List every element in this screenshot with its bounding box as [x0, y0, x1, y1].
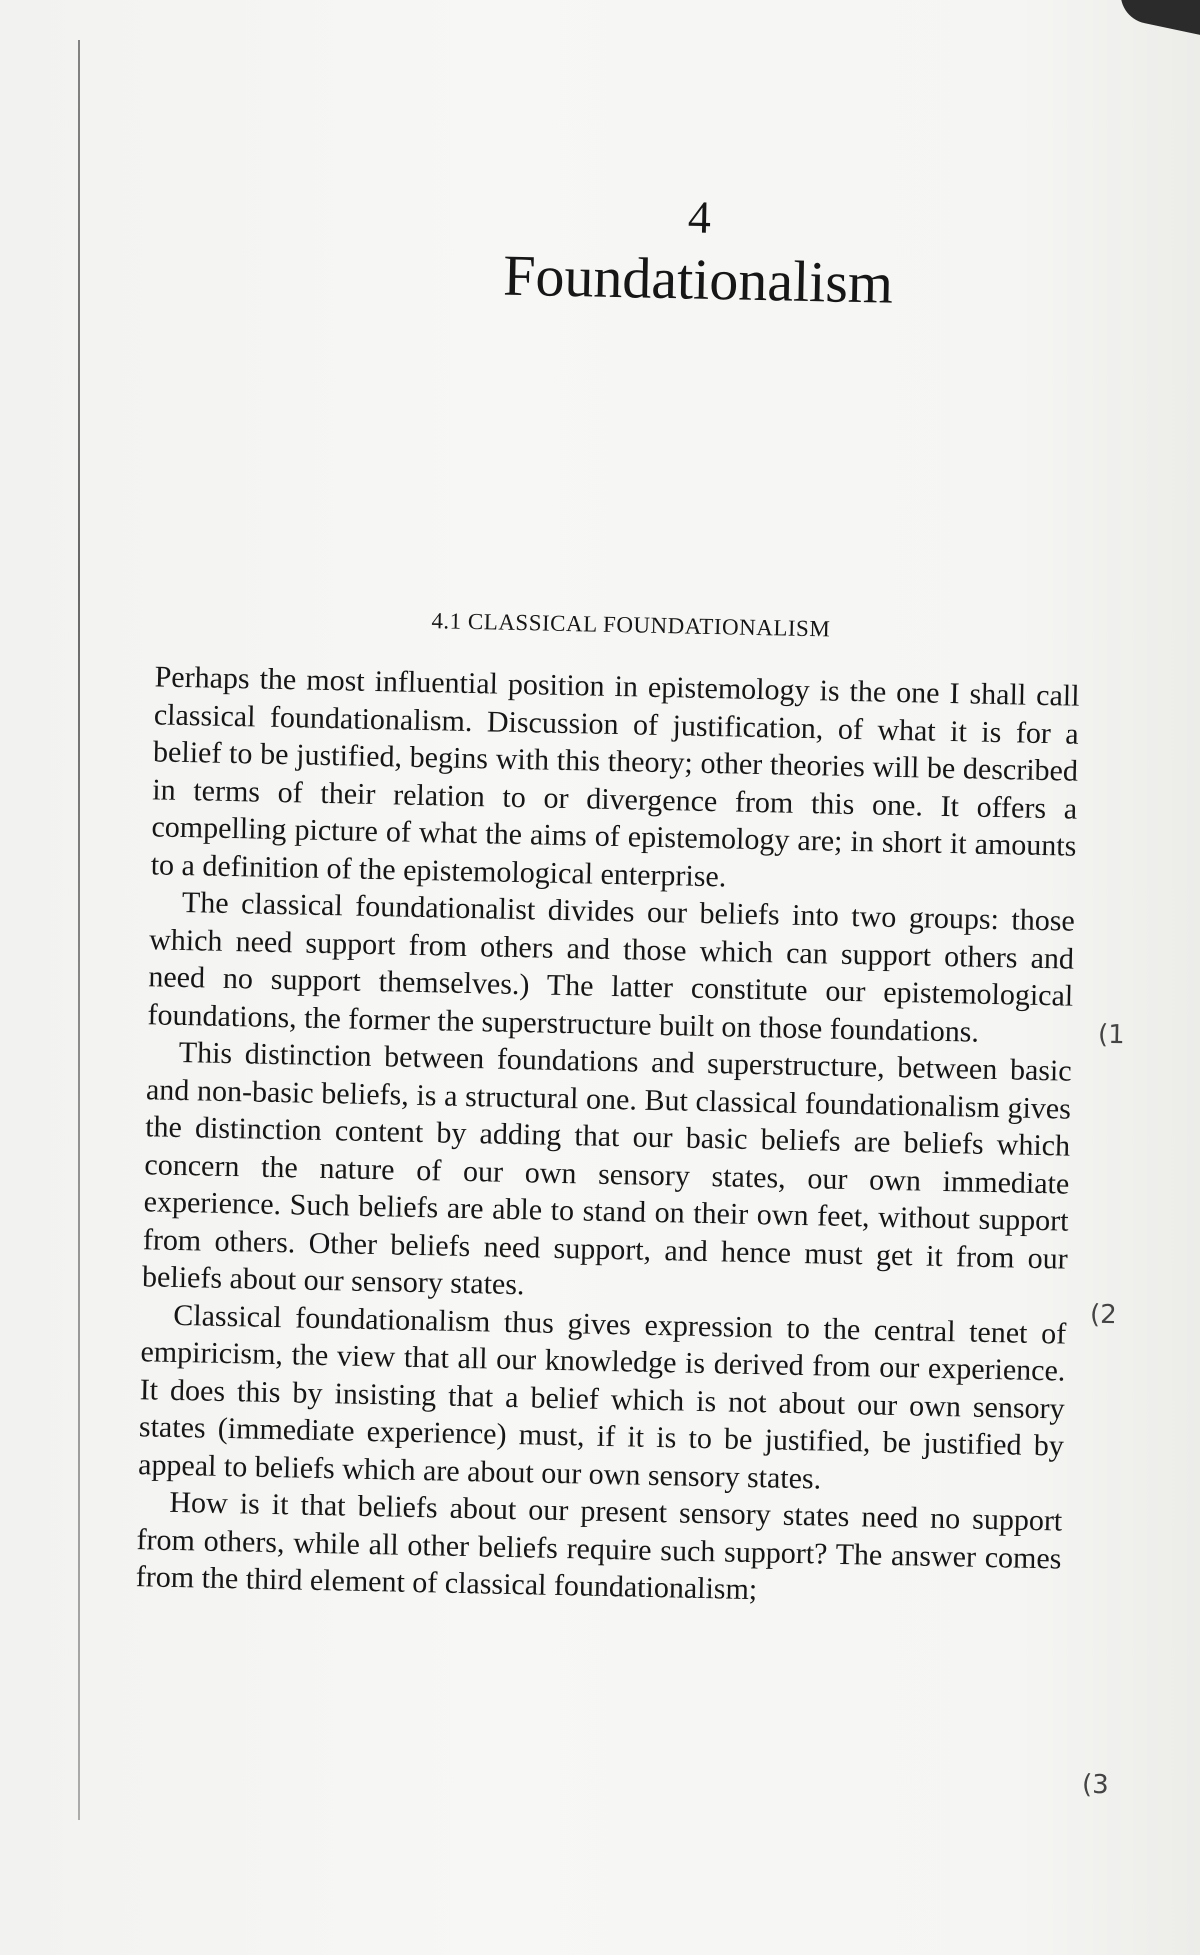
paragraph-2: The classical foundationalist divides our beliefs into two groups: those which need support from others and those which can support others and need no support themselves.) The latter constitute our epistemological foundations, the former the superstructure built on those foundations. — [147, 885, 1076, 1049]
chapter-number: 4 — [687, 191, 712, 243]
section-heading: 4.1 CLASSICAL FOUNDATIONALISM — [431, 608, 831, 642]
chapter-title: Foundationalism — [502, 242, 894, 316]
margin-note-2: (2 — [1089, 1299, 1117, 1331]
body-text — [135, 658, 1079, 1615]
paragraph-4: Classical foundationalism thus gives expression to the central tenet of empiricism, the view that all our knowledge is derived from our experience. It does this by insisting that a belief which is not about our own sensory states (immediate experience) must, if it is to be justified, be justified by appeal to beliefs which are about our own sensory states. — [137, 1298, 1067, 1495]
margin-note-3: (3 — [1081, 1769, 1109, 1801]
page-corner-shadow — [1115, 0, 1200, 42]
paragraph-3: This distinction between foundations and superstructure, between basic and non-basic beliefs, is a structural one. But classical foundationalism gives the distinction content by adding that our basic beliefs are beliefs which concern the nature of our own sensory states, our own immediate experience. Such beliefs are able to stand on their own feet, without support from others. Other beliefs need support, and hence must get it from our beliefs about our sensory states. — [141, 1035, 1072, 1302]
paragraph-1: Perhaps the most influential position in epistemology is the one I shall call classical foundationalism. Discussion of justification, of what it is for a belief to be justified, begins with this theory; other theories will be described in terms of their relation to or divergence from this one. It offers a compelling picture of what the aims of epistemology are; in short it amounts to a definition of the epistemological enterprise. — [150, 660, 1080, 893]
margin-note-1: (1 — [1097, 1019, 1125, 1051]
paragraph-5: How is it that beliefs about our present sensory states need no support from others, while all other beliefs require such support? The answer comes from the third element of classical foundationalism; — [135, 1485, 1063, 1607]
page-content — [110, 180, 1099, 1615]
page-margin-edge — [78, 40, 80, 1820]
